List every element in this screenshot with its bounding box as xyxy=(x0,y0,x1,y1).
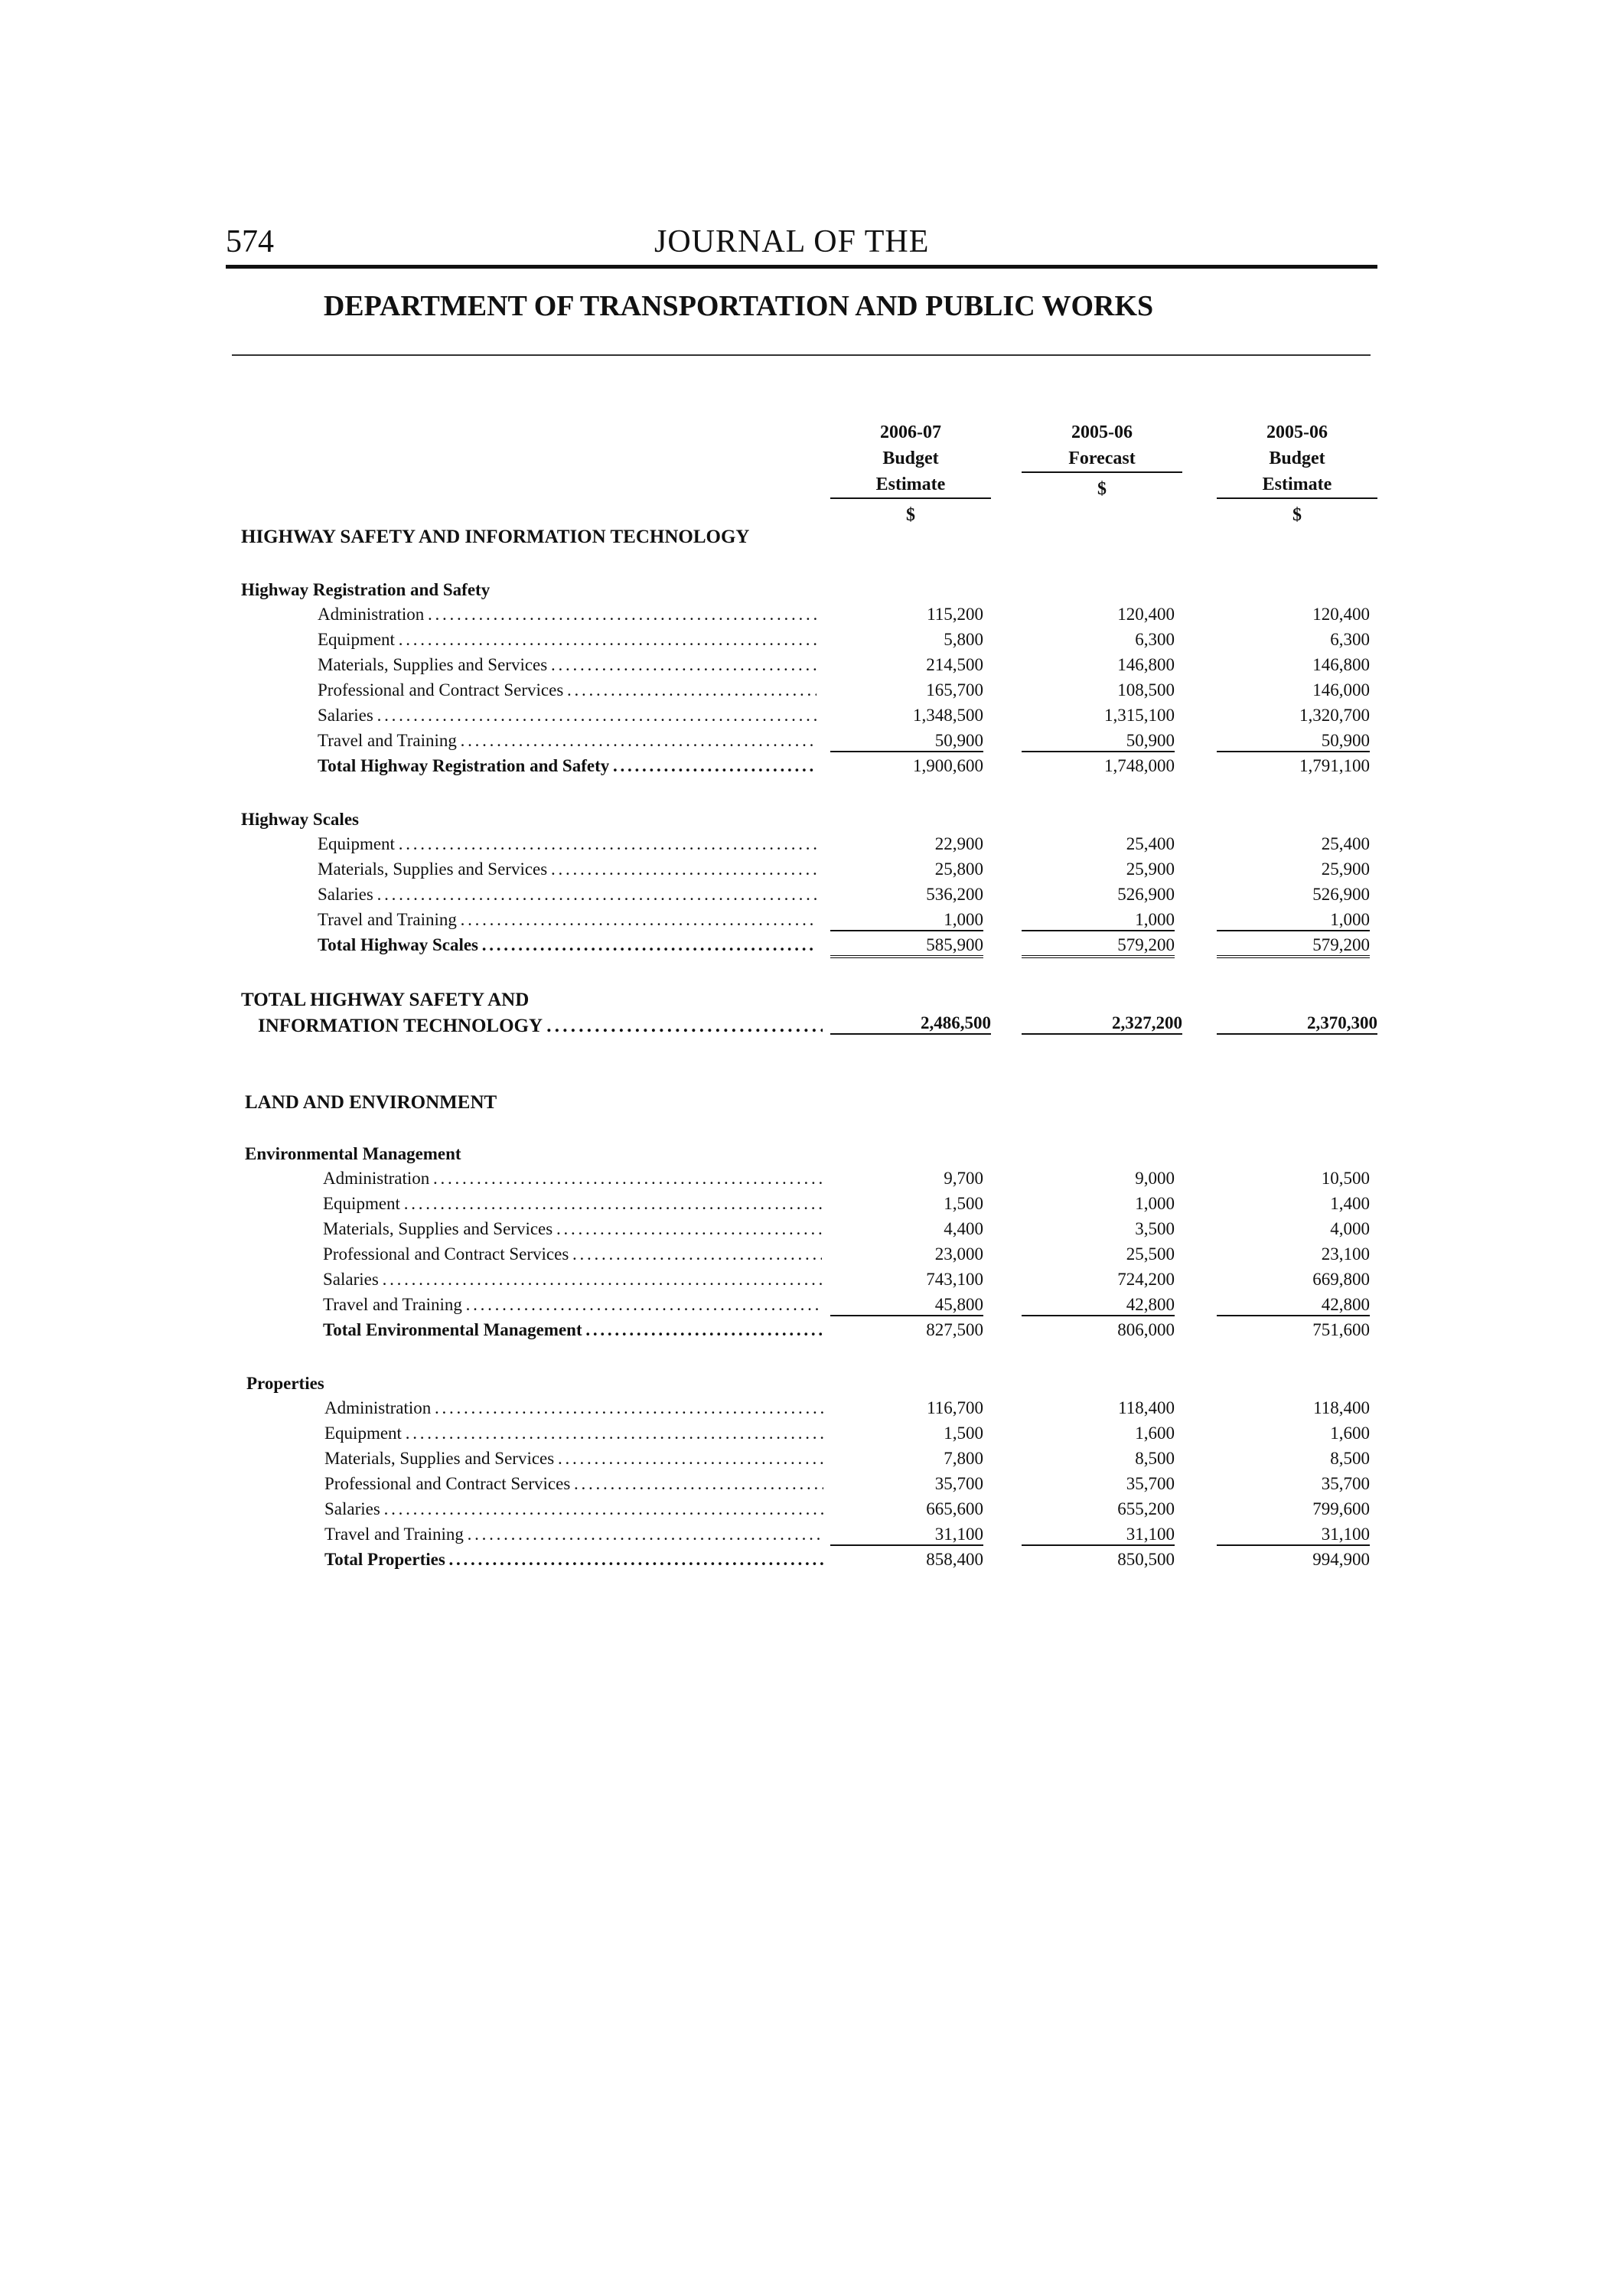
cell-value: 1,500 xyxy=(944,1194,983,1213)
total-row xyxy=(0,1320,1607,1345)
cell-value: 10,500 xyxy=(1321,1169,1370,1188)
grand-total-row xyxy=(0,1013,1607,1039)
row-label: Travel and Training . . . xyxy=(318,731,817,751)
cell-value: 579,200 xyxy=(1217,935,1370,958)
department-rule xyxy=(232,354,1371,356)
page-number: 574 xyxy=(226,224,274,259)
cell-value: 526,900 xyxy=(1312,885,1370,904)
cell-value: 827,500 xyxy=(926,1320,983,1339)
page-header xyxy=(226,223,1374,268)
cell-value: 1,900,600 xyxy=(913,756,983,775)
row-label: Administration . . . xyxy=(324,1398,823,1418)
table-row xyxy=(0,706,1607,731)
cell-value: 23,100 xyxy=(1321,1244,1370,1264)
journal-title: JOURNAL OF THE xyxy=(654,224,930,259)
cell-value: 1,000 xyxy=(830,910,983,931)
cell-value: 858,400 xyxy=(926,1550,983,1569)
cell-value: 1,748,000 xyxy=(1104,756,1175,775)
table-row xyxy=(0,1474,1607,1499)
row-label: Travel and Training . . . xyxy=(323,1295,822,1315)
cell-value: 1,315,100 xyxy=(1104,706,1175,725)
cell-value: 1,320,700 xyxy=(1299,706,1370,725)
total-row xyxy=(0,756,1607,781)
row-label: Professional and Contract Services . . . xyxy=(323,1244,822,1264)
cell-value: 35,700 xyxy=(1126,1474,1175,1493)
row-label: Materials, Supplies and Services . . . xyxy=(323,1219,822,1239)
table-row xyxy=(0,1398,1607,1424)
cell-value: 42,800 xyxy=(1022,1295,1175,1316)
group-title: Environmental Management xyxy=(245,1144,461,1163)
cell-value: 22,900 xyxy=(934,834,983,853)
cell-value: 1,600 xyxy=(1330,1424,1370,1443)
cell-value: 1,600 xyxy=(1135,1424,1175,1443)
table-row xyxy=(0,1525,1607,1550)
row-label: Administration . . . xyxy=(323,1169,822,1189)
row-label: Travel and Training . . . xyxy=(318,910,817,930)
row-label: Salaries . . . xyxy=(318,885,817,905)
cell-value: 536,200 xyxy=(926,885,983,904)
row-label: Total Highway Registration and Safety . . . xyxy=(318,756,817,776)
table-row xyxy=(0,1169,1607,1194)
cell-value: 6,300 xyxy=(1330,630,1370,649)
cell-value: 146,000 xyxy=(1312,680,1370,700)
row-label: Total Highway Scales . . . xyxy=(318,935,817,955)
group-title: Highway Scales xyxy=(241,810,359,829)
column-header-budget-estimate-2006-07: 2006-07 Budget Estimate $ xyxy=(830,419,991,528)
row-label: Total Environmental Management . . . xyxy=(323,1320,822,1340)
cell-value: 6,300 xyxy=(1135,630,1175,649)
row-label: Travel and Training . . . xyxy=(324,1525,823,1544)
grand-total-label: TOTAL HIGHWAY SAFETY AND INFORMATION TECHNOLOGY . . . xyxy=(241,987,823,1039)
cell-value: 4,000 xyxy=(1330,1219,1370,1238)
cell-value: 2,327,200 xyxy=(1022,1013,1182,1035)
cell-value: 25,900 xyxy=(1126,859,1175,879)
cell-value: 25,400 xyxy=(1321,834,1370,853)
section-title: LAND AND ENVIRONMENT xyxy=(245,1092,497,1113)
table-row xyxy=(0,655,1607,680)
cell-value: 665,600 xyxy=(926,1499,983,1518)
table-row xyxy=(0,910,1607,935)
cell-value: 1,500 xyxy=(944,1424,983,1443)
section-title: HIGHWAY SAFETY AND INFORMATION TECHNOLOGY xyxy=(241,527,750,547)
cell-value: 115,200 xyxy=(927,605,983,624)
cell-value: 25,800 xyxy=(934,859,983,879)
cell-value: 3,500 xyxy=(1135,1219,1175,1238)
cell-value: 585,900 xyxy=(830,935,983,958)
cell-value: 120,400 xyxy=(1117,605,1175,624)
row-label: Salaries . . . xyxy=(324,1499,823,1519)
cell-value: 1,400 xyxy=(1330,1194,1370,1213)
row-label: Salaries . . . xyxy=(323,1270,822,1290)
cell-value: 850,500 xyxy=(1117,1550,1175,1569)
cell-value: 31,100 xyxy=(830,1525,983,1546)
row-label: Equipment . . . xyxy=(324,1424,823,1443)
total-row xyxy=(0,935,1607,960)
cell-value: 799,600 xyxy=(1312,1499,1370,1518)
cell-value: 526,900 xyxy=(1117,885,1175,904)
table-row xyxy=(0,605,1607,630)
cell-value: 579,200 xyxy=(1022,935,1175,958)
cell-value: 35,700 xyxy=(1321,1474,1370,1493)
table-row xyxy=(0,1449,1607,1474)
row-label: Materials, Supplies and Services . . . xyxy=(324,1449,823,1469)
row-label: Salaries . . . xyxy=(318,706,817,726)
table-row xyxy=(0,1194,1607,1219)
row-label: Equipment . . . xyxy=(318,834,817,854)
column-header-budget-estimate-2005-06: 2005-06 Budget Estimate $ xyxy=(1217,419,1377,528)
table-row xyxy=(0,859,1607,885)
row-label: Total Properties . . . xyxy=(324,1550,823,1570)
cell-value: 50,900 xyxy=(1022,731,1175,752)
row-label: Administration . . . xyxy=(318,605,817,625)
cell-value: 1,000 xyxy=(1135,1194,1175,1213)
cell-value: 214,500 xyxy=(926,655,983,674)
cell-value: 751,600 xyxy=(1312,1320,1370,1339)
table-row xyxy=(0,834,1607,859)
cell-value: 25,400 xyxy=(1126,834,1175,853)
cell-value: 8,500 xyxy=(1330,1449,1370,1468)
cell-value: 50,900 xyxy=(1217,731,1370,752)
cell-value: 4,400 xyxy=(944,1219,983,1238)
cell-value: 655,200 xyxy=(1117,1499,1175,1518)
table-row xyxy=(0,1295,1607,1320)
table-row xyxy=(0,1424,1607,1449)
cell-value: 25,500 xyxy=(1126,1244,1175,1264)
cell-value: 1,000 xyxy=(1217,910,1370,931)
cell-value: 118,400 xyxy=(1118,1398,1175,1417)
row-label: Professional and Contract Services . . . xyxy=(324,1474,823,1494)
cell-value: 165,700 xyxy=(926,680,983,700)
table-row xyxy=(0,630,1607,655)
cell-value: 120,400 xyxy=(1312,605,1370,624)
cell-value: 42,800 xyxy=(1217,1295,1370,1316)
cell-value: 146,800 xyxy=(1117,655,1175,674)
cell-value: 7,800 xyxy=(944,1449,983,1468)
cell-value: 1,348,500 xyxy=(913,706,983,725)
cell-value: 9,000 xyxy=(1135,1169,1175,1188)
table-row xyxy=(0,885,1607,910)
total-row xyxy=(0,1550,1607,1575)
cell-value: 31,100 xyxy=(1217,1525,1370,1546)
cell-value: 1,000 xyxy=(1022,910,1175,931)
cell-value: 23,000 xyxy=(934,1244,983,1264)
cell-value: 31,100 xyxy=(1022,1525,1175,1546)
cell-value: 994,900 xyxy=(1312,1550,1370,1569)
cell-value: 724,200 xyxy=(1117,1270,1175,1289)
cell-value: 108,500 xyxy=(1117,680,1175,700)
group-title: Properties xyxy=(246,1374,324,1393)
column-header-forecast-2005-06: 2005-06 Forecast $ xyxy=(1022,419,1182,502)
row-label: Equipment . . . xyxy=(323,1194,822,1214)
cell-value: 25,900 xyxy=(1321,859,1370,879)
header-rule xyxy=(226,265,1377,269)
table-row xyxy=(0,1244,1607,1270)
row-label: Equipment . . . xyxy=(318,630,817,650)
cell-value: 9,700 xyxy=(944,1169,983,1188)
row-label: Professional and Contract Services . . . xyxy=(318,680,817,700)
cell-value: 806,000 xyxy=(1117,1320,1175,1339)
table-row xyxy=(0,731,1607,756)
cell-value: 743,100 xyxy=(926,1270,983,1289)
cell-value: 2,486,500 xyxy=(830,1013,991,1035)
group-title: Highway Registration and Safety xyxy=(241,580,491,599)
cell-value: 45,800 xyxy=(830,1295,983,1316)
table-row xyxy=(0,1219,1607,1244)
cell-value: 50,900 xyxy=(830,731,983,752)
cell-value: 8,500 xyxy=(1135,1449,1175,1468)
row-label: Materials, Supplies and Services . . . xyxy=(318,859,817,879)
table-row xyxy=(0,680,1607,706)
cell-value: 146,800 xyxy=(1312,655,1370,674)
table-row xyxy=(0,1499,1607,1525)
cell-value: 669,800 xyxy=(1312,1270,1370,1289)
cell-value: 5,800 xyxy=(944,630,983,649)
cell-value: 2,370,300 xyxy=(1217,1013,1377,1035)
cell-value: 116,700 xyxy=(927,1398,983,1417)
cell-value: 118,400 xyxy=(1313,1398,1370,1417)
cell-value: 1,791,100 xyxy=(1299,756,1370,775)
row-label: Materials, Supplies and Services . . . xyxy=(318,655,817,675)
cell-value: 35,700 xyxy=(934,1474,983,1493)
table-row xyxy=(0,1270,1607,1295)
department-title: DEPARTMENT OF TRANSPORTATION AND PUBLIC WORKS xyxy=(323,290,1154,322)
